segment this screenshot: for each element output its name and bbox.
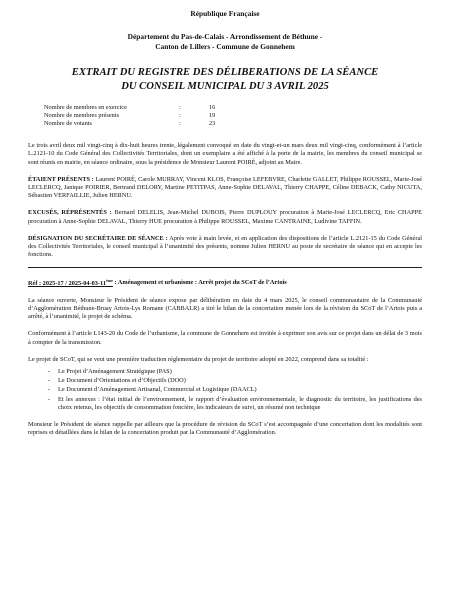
title-line-2: DU CONSEIL MUNICIPAL DU 3 AVRIL 2025 xyxy=(121,81,329,93)
departement-line-1: Département du Pas-de-Calais - Arrondissement de Béthune - xyxy=(127,32,323,42)
body-paragraph: La séance ouverte, Monsieur le Président de séance expose par délibération en date du 4 mars 2025, le conseil communautaire de la Communauté d’Agglomération Béthune-Bruay Artois-Lys Romane (CABBALR) a tiré le bilan de la concertation menée lors de la révision du SCoT de l’Artois puis a arrêté, à l’unanimité, le projet de schéma. xyxy=(28,296,422,321)
list-item: - Le Document d’Aménagement Artisanal, Commercial et Logistique (DAACL) xyxy=(58,386,422,394)
closing-paragraph: Monsieur le Président de séance rappelle par ailleurs que la procédure de révision du SCoT s’est accompagnée d’une concertation dont les modalités sont reprises et détaillées dans le bilan de la concertation produit par la Communauté d’Agglomération. xyxy=(28,420,422,437)
republique-header: République Française xyxy=(190,9,260,18)
presents-list: Laurent POIRÉ, Carole MURRAY, Vincent KLOS, Françoise LEFEBVRE, Charlette GALLET, Philippe ROUSSEL, Marie-José LECLERCQ, Janique POIRIER, Bertrand DELORY, Martine PETITPAS, Anne-Sophie DELAVAL, Thierry CHAPPE, Céline DEBACK, Cathy NICUTA, Sébastien VERFAILLIE, Julien HERNU. xyxy=(28,175,423,200)
count-label: Nombre de votants xyxy=(44,120,92,128)
list-item: - Le Projet d’Aménagement Stratégique (PAS) xyxy=(58,368,422,376)
departement-header xyxy=(28,32,422,52)
reference-line xyxy=(28,276,422,287)
title-line-1: EXTRAIT DU REGISTRE DES DÉLIBERATIONS DE LA SÉANCE xyxy=(71,67,379,79)
count-row xyxy=(44,112,422,120)
secretaire-paragraph xyxy=(28,235,422,260)
count-row xyxy=(44,104,422,112)
body-paragraph: Le projet de SCoT, qui se veut une première traduction réglementaire du projet de territoire adopté en 2022, comprend dans sa totalité : xyxy=(28,355,369,363)
count-label: Nombre de membres en exercice xyxy=(44,104,127,112)
secretaire-text: Après vote à main levée, et en application des dispositions de l’article L.2121-15 du Code Général des Collectivités Territoriales, le conseil municipal à l’unanimité des présents, nomme Julien HERNU au poste de secrétaire de séance qui en accepte les fonctions. xyxy=(28,234,422,259)
member-counts xyxy=(44,104,422,128)
presents-paragraph xyxy=(28,176,422,201)
list-item: - Le Document d’Orientations et d’Objectifs (DOO) xyxy=(58,377,422,385)
excuses-label: EXCUSÉS, RÉPRÉSENTÉS : xyxy=(28,209,112,217)
count-value: 23 xyxy=(209,120,216,128)
excuses-list: Bernard DELELIS, Jean-Michel DUBOIS, Pierre DUPLOUY procuration à Marie-José LECLERCQ, Eric CHAPPE procuration à Anne-Sophie DELAVAL, Thierry HUE procuration à Philippe ROUSSEL, Maxime CANTRAINE, Ludivine TAFFIN. xyxy=(28,209,422,225)
intro-paragraph: Le trois avril deux mil vingt-cinq à dix-huit heures trente, légalement convoqué en date du vingt-et-un mars deux mil vingt-cinq, conformément à l’article L.2121-10 du Code Général des Collectivités Territoriales, dont un exemplaire a été affiché à la porte de la mairie, les membres du conseil municipal se sont réunis en mairie, en séance ordinaire, sous la présidence de Monsieur Laurent POIRÉ, adjoint au Maire. xyxy=(28,142,422,166)
count-sep: : xyxy=(179,112,181,120)
list-item: - Et les annexes : l’état initial de l’environnement, le rapport d’évaluation environnementale, le diagnostic du territoire, les justifications des choix retenus, les objectifs de consommation foncière, les indicateurs de suivi, un résumé non technique xyxy=(58,396,422,412)
reference-sup: ème xyxy=(106,277,113,283)
secretaire-label: DÉSIGNATION DU SECRÉTAIRE DE SÉANCE : xyxy=(28,234,168,242)
count-sep: : xyxy=(179,104,181,112)
count-value: 16 xyxy=(209,104,216,112)
section-divider xyxy=(28,267,422,268)
presents-label: ÉTAIENT PRÉSENTS : xyxy=(28,175,94,183)
reference-subject: : Aménagement et urbanisme : Arrêt projet du SCoT de l’Artois xyxy=(112,279,287,287)
count-row xyxy=(44,120,422,128)
document-title xyxy=(28,66,422,94)
scot-components-list xyxy=(28,368,422,412)
reference-number xyxy=(28,277,113,287)
reference-code: Réf : 2025-17 / 2025-04-03-11 xyxy=(28,279,106,287)
departement-line-2: Canton de Lillers - Commune de Gonnehem xyxy=(155,42,295,52)
excuses-paragraph xyxy=(28,209,422,225)
body-paragraph: Conformément à l’article L143-20 du Code de l’urbanisme, la commune de Gonnehem est invitée à exprimer son avis sur ce projet dans un délai de 3 mois à compter de la transmission. xyxy=(28,330,422,346)
count-label: Nombre de membres présents xyxy=(44,112,120,120)
count-value: 19 xyxy=(209,112,216,120)
count-sep: : xyxy=(179,120,181,128)
